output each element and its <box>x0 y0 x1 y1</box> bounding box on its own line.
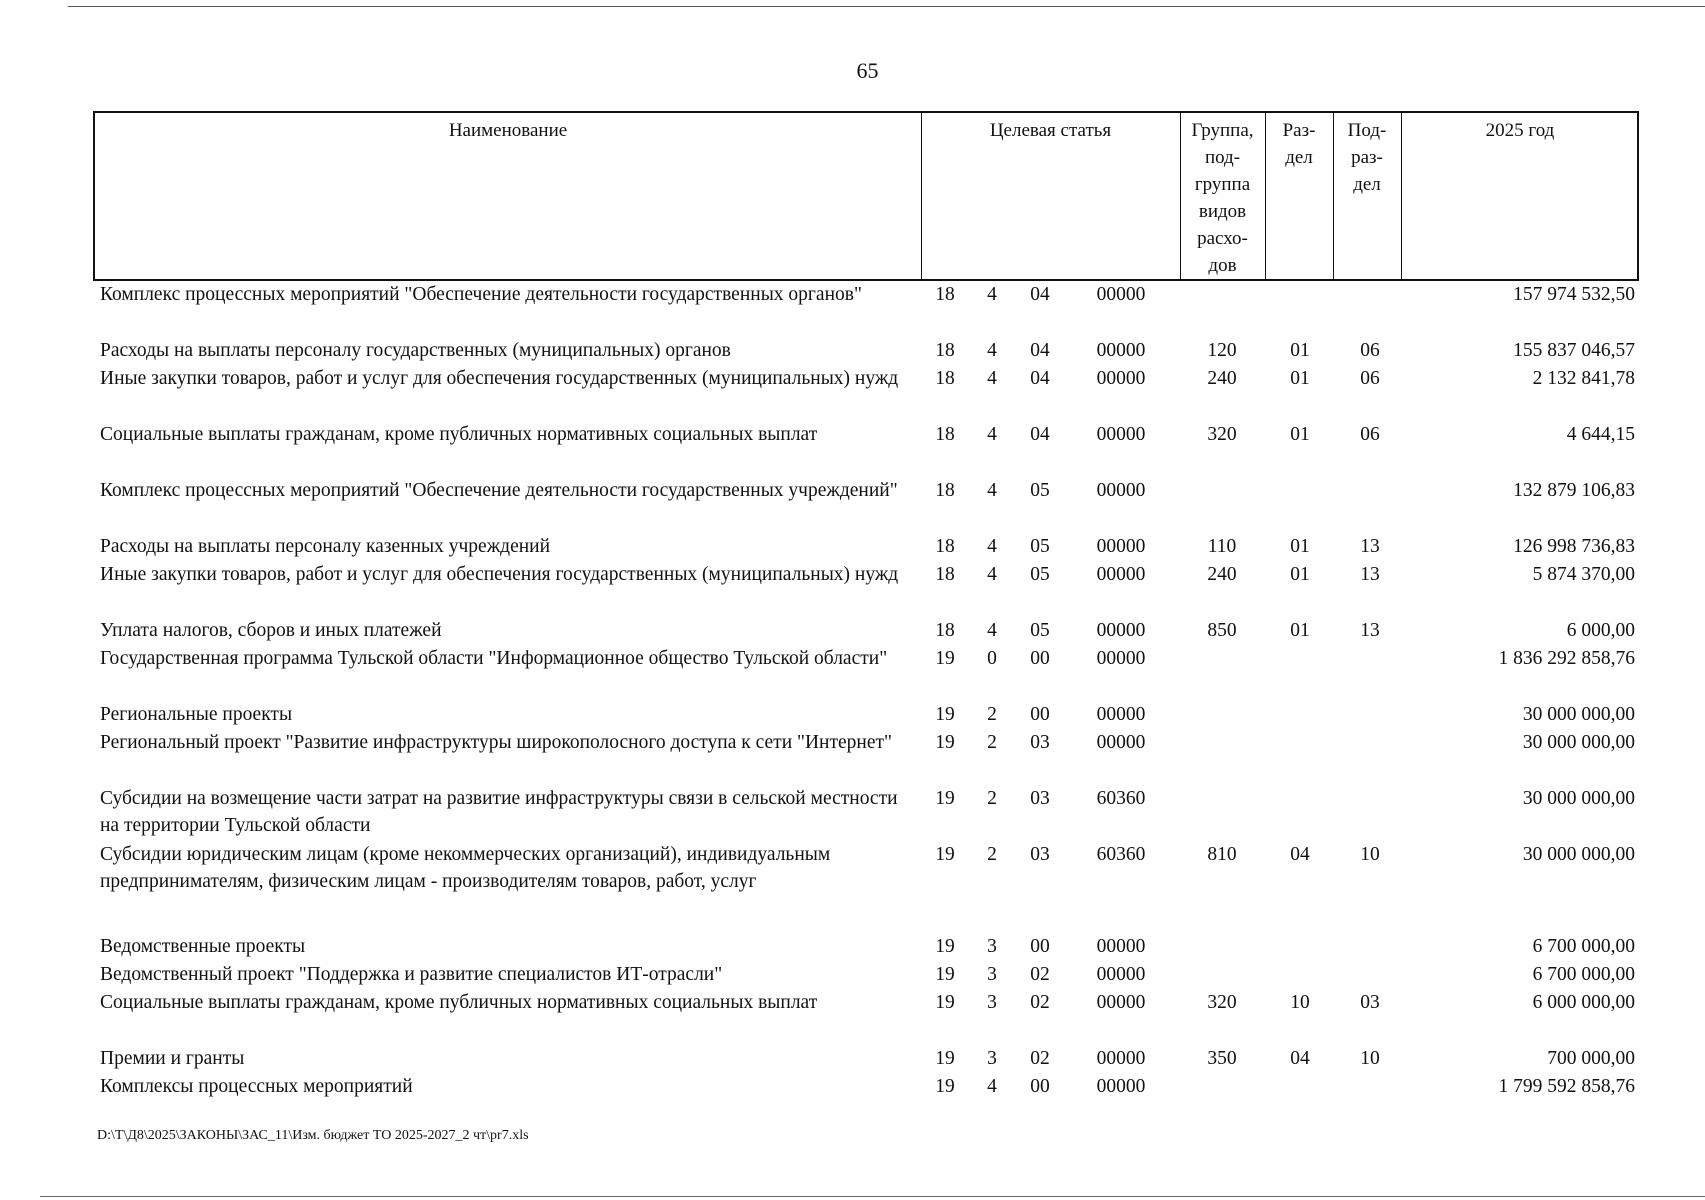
subsection: 03 <box>1360 992 1380 1013</box>
code-program: 18 <box>935 536 955 557</box>
expense-group: 320 <box>1207 992 1237 1013</box>
code-subprogram: 4 <box>987 620 997 641</box>
header-name: Наименование <box>448 120 568 141</box>
row-amount: 6 700 000,00 <box>1532 964 1635 985</box>
code-program: 19 <box>935 788 955 809</box>
code-program: 19 <box>935 1048 955 1069</box>
code-expense: 00000 <box>1096 648 1146 669</box>
code-expense: 00000 <box>1096 480 1146 501</box>
table-row <box>0 561 1705 615</box>
code-subprogram: 4 <box>987 480 997 501</box>
table-header <box>93 111 1639 281</box>
code-subprogram: 4 <box>987 340 997 361</box>
code-expense: 00000 <box>1096 620 1146 641</box>
code-program: 19 <box>935 992 955 1013</box>
code-program: 19 <box>935 732 955 753</box>
row-amount: 6 700 000,00 <box>1532 936 1635 957</box>
code-subprogram: 2 <box>987 788 997 809</box>
code-program: 18 <box>935 620 955 641</box>
section: 01 <box>1290 620 1310 641</box>
row-name: Расходы на выплаты персоналу государственных (муниципальных) органов <box>100 340 731 361</box>
row-name: Уплата налогов, сборов и иных платежей <box>100 620 442 641</box>
subsection: 10 <box>1360 1048 1380 1069</box>
header-target-article: Целевая статья <box>989 120 1112 141</box>
subsection: 10 <box>1360 844 1380 865</box>
code-subprogram: 4 <box>987 284 997 305</box>
row-name: Субсидии юридическим лицам (кроме некоммерческих организаций), индивидуальным предпринимателям, физическим лицам - производителям товаров, работ, услуг <box>100 844 831 892</box>
code-direction: 02 <box>1030 992 1050 1013</box>
code-program: 18 <box>935 368 955 389</box>
row-amount: 155 837 046,57 <box>1513 340 1635 361</box>
code-direction: 00 <box>1030 648 1050 669</box>
row-amount: 700 000,00 <box>1547 1048 1635 1069</box>
code-program: 19 <box>935 648 955 669</box>
row-amount: 157 974 532,50 <box>1513 284 1635 305</box>
code-direction: 04 <box>1030 424 1050 445</box>
section: 10 <box>1290 992 1310 1013</box>
table-row <box>0 1073 1705 1127</box>
row-amount: 30 000 000,00 <box>1522 844 1635 865</box>
row-amount: 6 000 000,00 <box>1532 992 1635 1013</box>
code-expense: 00000 <box>1096 1048 1146 1069</box>
code-direction: 03 <box>1030 788 1050 809</box>
code-subprogram: 4 <box>987 536 997 557</box>
expense-group: 120 <box>1207 340 1237 361</box>
code-subprogram: 4 <box>987 1076 997 1097</box>
code-expense: 00000 <box>1096 564 1146 585</box>
code-subprogram: 3 <box>987 936 997 957</box>
code-expense: 00000 <box>1096 704 1146 725</box>
code-direction: 05 <box>1030 480 1050 501</box>
code-expense: 00000 <box>1096 936 1146 957</box>
code-expense: 60360 <box>1096 844 1146 865</box>
page-number: 65 <box>856 58 879 83</box>
code-expense: 00000 <box>1096 1076 1146 1097</box>
section: 04 <box>1290 1048 1310 1069</box>
code-subprogram: 3 <box>987 992 997 1013</box>
subsection: 13 <box>1360 564 1380 585</box>
row-amount: 4 644,15 <box>1566 424 1635 445</box>
section: 01 <box>1290 368 1310 389</box>
expense-group: 810 <box>1207 844 1237 865</box>
table-row <box>0 785 1705 839</box>
row-name: Премии и гранты <box>100 1048 245 1069</box>
table-row <box>0 729 1705 783</box>
subsection: 13 <box>1360 536 1380 557</box>
table-row <box>0 281 1705 335</box>
code-direction: 00 <box>1030 936 1050 957</box>
row-name: Ведомственные проекты <box>100 936 306 957</box>
code-expense: 00000 <box>1096 536 1146 557</box>
code-expense: 00000 <box>1096 424 1146 445</box>
section: 01 <box>1290 536 1310 557</box>
row-name: Иные закупки товаров, работ и услуг для обеспечения государственных (муниципальных) нужд <box>100 368 899 389</box>
code-program: 18 <box>935 564 955 585</box>
row-amount: 30 000 000,00 <box>1522 704 1635 725</box>
subsection: 06 <box>1360 368 1380 389</box>
section: 01 <box>1290 564 1310 585</box>
row-amount: 6 000,00 <box>1566 620 1635 641</box>
table-row <box>0 645 1705 699</box>
code-direction: 00 <box>1030 704 1050 725</box>
code-program: 18 <box>935 424 955 445</box>
table-row <box>0 421 1705 475</box>
header-expense-group: Группа, под- группа видов расхо- дов <box>1191 120 1254 276</box>
row-name: Региональные проекты <box>100 704 293 725</box>
code-subprogram: 2 <box>987 704 997 725</box>
code-subprogram: 4 <box>987 424 997 445</box>
table-row <box>0 841 1705 895</box>
code-subprogram: 3 <box>987 964 997 985</box>
expense-group: 240 <box>1207 564 1237 585</box>
row-name: Комплекс процессных мероприятий "Обеспечение деятельности государственных учреждений" <box>100 480 898 501</box>
file-path: D:\Т\Д8\2025\ЗАКОНЫ\ЗАС_11\Изм. бюджет ТО 2025-2027_2 чт\pr7.xls <box>97 1128 529 1143</box>
row-name: Расходы на выплаты персоналу казенных учреждений <box>100 536 551 557</box>
row-amount: 5 874 370,00 <box>1532 564 1635 585</box>
code-program: 19 <box>935 964 955 985</box>
code-direction: 03 <box>1030 844 1050 865</box>
subsection: 06 <box>1360 424 1380 445</box>
code-direction: 00 <box>1030 1076 1050 1097</box>
code-subprogram: 2 <box>987 844 997 865</box>
bottom-rule <box>40 1196 1705 1197</box>
code-expense: 00000 <box>1096 732 1146 753</box>
code-subprogram: 4 <box>987 564 997 585</box>
code-expense: 00000 <box>1096 368 1146 389</box>
code-direction: 05 <box>1030 564 1050 585</box>
code-program: 19 <box>935 844 955 865</box>
code-direction: 04 <box>1030 340 1050 361</box>
top-rule <box>68 6 1705 7</box>
row-amount: 1 799 592 858,76 <box>1498 1076 1635 1097</box>
code-direction: 04 <box>1030 368 1050 389</box>
row-amount: 126 998 736,83 <box>1513 536 1635 557</box>
header-year: 2025 год <box>1485 120 1555 141</box>
code-program: 18 <box>935 340 955 361</box>
row-amount: 2 132 841,78 <box>1532 368 1635 389</box>
row-name: Комплексы процессных мероприятий <box>100 1076 413 1097</box>
row-name: Комплекс процессных мероприятий "Обеспечение деятельности государственных органов" <box>100 284 862 305</box>
code-subprogram: 3 <box>987 1048 997 1069</box>
code-subprogram: 2 <box>987 732 997 753</box>
code-expense: 00000 <box>1096 964 1146 985</box>
row-amount: 30 000 000,00 <box>1522 788 1635 809</box>
table-row <box>0 989 1705 1043</box>
code-expense: 00000 <box>1096 340 1146 361</box>
subsection: 06 <box>1360 340 1380 361</box>
code-subprogram: 0 <box>987 648 997 669</box>
code-program: 19 <box>935 704 955 725</box>
code-direction: 03 <box>1030 732 1050 753</box>
code-direction: 05 <box>1030 620 1050 641</box>
expense-group: 350 <box>1207 1048 1237 1069</box>
row-name: Иные закупки товаров, работ и услуг для обеспечения государственных (муниципальных) нужд <box>100 564 899 585</box>
header-section: Раз- дел <box>1282 120 1316 168</box>
row-name: Социальные выплаты гражданам, кроме публичных нормативных социальных выплат <box>100 992 818 1013</box>
header-subsection: Под- раз- дел <box>1347 120 1387 195</box>
expense-group: 110 <box>1207 536 1237 557</box>
row-amount: 1 836 292 858,76 <box>1498 648 1635 669</box>
table-row <box>0 477 1705 531</box>
code-subprogram: 4 <box>987 368 997 389</box>
code-expense: 00000 <box>1096 992 1146 1013</box>
row-name: Государственная программа Тульской области "Информационное общество Тульской области" <box>100 648 888 669</box>
table-row <box>0 365 1705 419</box>
code-program: 19 <box>935 936 955 957</box>
row-amount: 30 000 000,00 <box>1522 732 1635 753</box>
expense-group: 240 <box>1207 368 1237 389</box>
code-program: 18 <box>935 284 955 305</box>
expense-group: 850 <box>1207 620 1237 641</box>
row-name: Социальные выплаты гражданам, кроме публичных нормативных социальных выплат <box>100 424 818 445</box>
code-direction: 02 <box>1030 964 1050 985</box>
code-program: 19 <box>935 1076 955 1097</box>
row-name: Ведомственный проект "Поддержка и развитие специалистов ИТ-отрасли" <box>100 964 723 985</box>
code-direction: 04 <box>1030 284 1050 305</box>
subsection: 13 <box>1360 620 1380 641</box>
code-direction: 05 <box>1030 536 1050 557</box>
code-program: 18 <box>935 480 955 501</box>
expense-group: 320 <box>1207 424 1237 445</box>
section: 01 <box>1290 340 1310 361</box>
row-amount: 132 879 106,83 <box>1513 480 1635 501</box>
code-expense: 60360 <box>1096 788 1146 809</box>
row-name: Субсидии на возмещение части затрат на развитие инфраструктуры связи в сельской местности на территории Тульской области <box>100 788 898 836</box>
code-direction: 02 <box>1030 1048 1050 1069</box>
section: 04 <box>1290 844 1310 865</box>
section: 01 <box>1290 424 1310 445</box>
row-name: Региональный проект "Развитие инфраструктуры широкополосного доступа к сети "Интернет" <box>100 732 892 753</box>
code-expense: 00000 <box>1096 284 1146 305</box>
